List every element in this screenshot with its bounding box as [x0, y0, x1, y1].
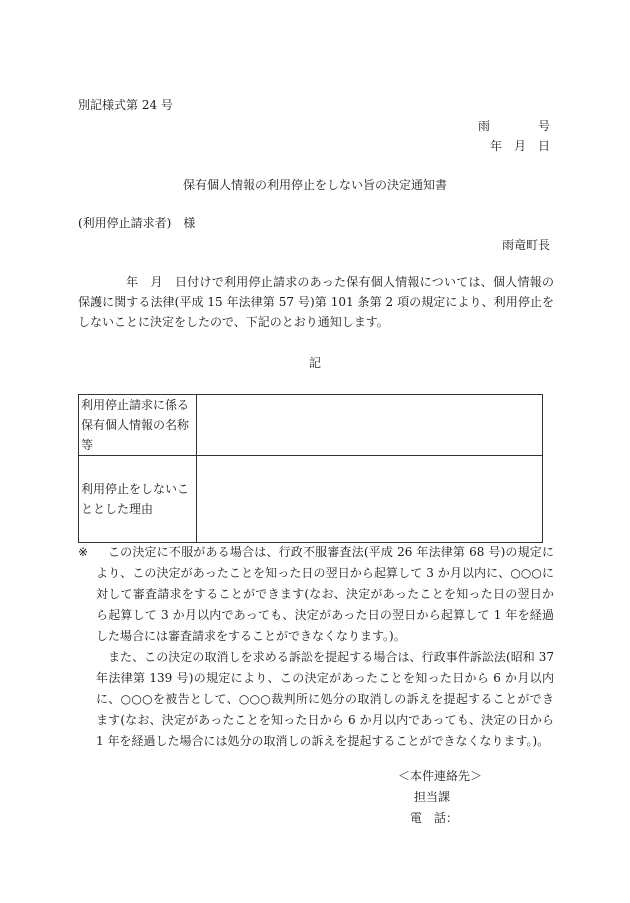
document-title: 保有個人情報の利用停止をしない旨の決定通知書 [182, 178, 447, 192]
info-table [78, 394, 543, 543]
ki-heading: 記 [308, 356, 321, 370]
table-value-reason [197, 456, 543, 543]
table-row [79, 456, 543, 543]
table-label-information-name: 利用停止請求に係る保有個人情報の名称等 [79, 395, 197, 456]
table-value-information-name [197, 395, 543, 456]
addressee: (利用停止請求者) 様 [78, 216, 196, 230]
note-paragraph-lawsuit: また、この決定の取消しを求める訴訟を提起する場合は、行政事件訴訟法(昭和 37 年法律第 139 号)の規定により、この決定があったことを知った日から 6 か月以内に、○○○を被告として、○○○裁判所に処分の取消しの訴えを提起することができます(なお、決定があったことを知った日から 6 か月以内であっても、決定の日から 1 年を経過した場合には処分の取消しの訴えを提起することができなくなります。)。 [96, 650, 554, 748]
table-label-reason: 利用停止をしないこととした理由 [79, 456, 197, 543]
sender: 雨竜町長 [501, 238, 550, 252]
form-number: 別記様式第 24 号 [78, 98, 173, 112]
contact-heading: ＜本件連絡先＞ [398, 769, 483, 783]
document-number: 雨 号 [477, 119, 550, 133]
note-paragraph-appeal: この決定に不服がある場合は、行政不服審査法(平成 26 年法律第 68 号)の規定により、この決定があったことを知った日の翌日から起算して 3 か月以内に、○○○に対して審査請求をすることができます(なお、決定があったことを知った日の翌日から起算して 3 か月以内であっても、決定があった日の翌日から起算して 1 年を経過した場合には審査請求をすることができなくなります。)。 [96, 545, 554, 643]
table-row [79, 395, 543, 456]
contact-department: 担当課 [414, 790, 451, 804]
body-paragraph: 年 月 日付けで利用停止請求のあった保有個人情報については、個人情報の保護に関する法律(平成 15 年法律第 57 号)第 101 条第 2 項の規定により、利用停止をしないことに決定をしたので、下記のとおり通知します。 [78, 275, 554, 329]
contact-phone: 電 話： [410, 811, 459, 825]
document-date: 年 月 日 [489, 139, 550, 153]
note-mark: ※ [78, 545, 89, 559]
note-section [78, 542, 554, 752]
